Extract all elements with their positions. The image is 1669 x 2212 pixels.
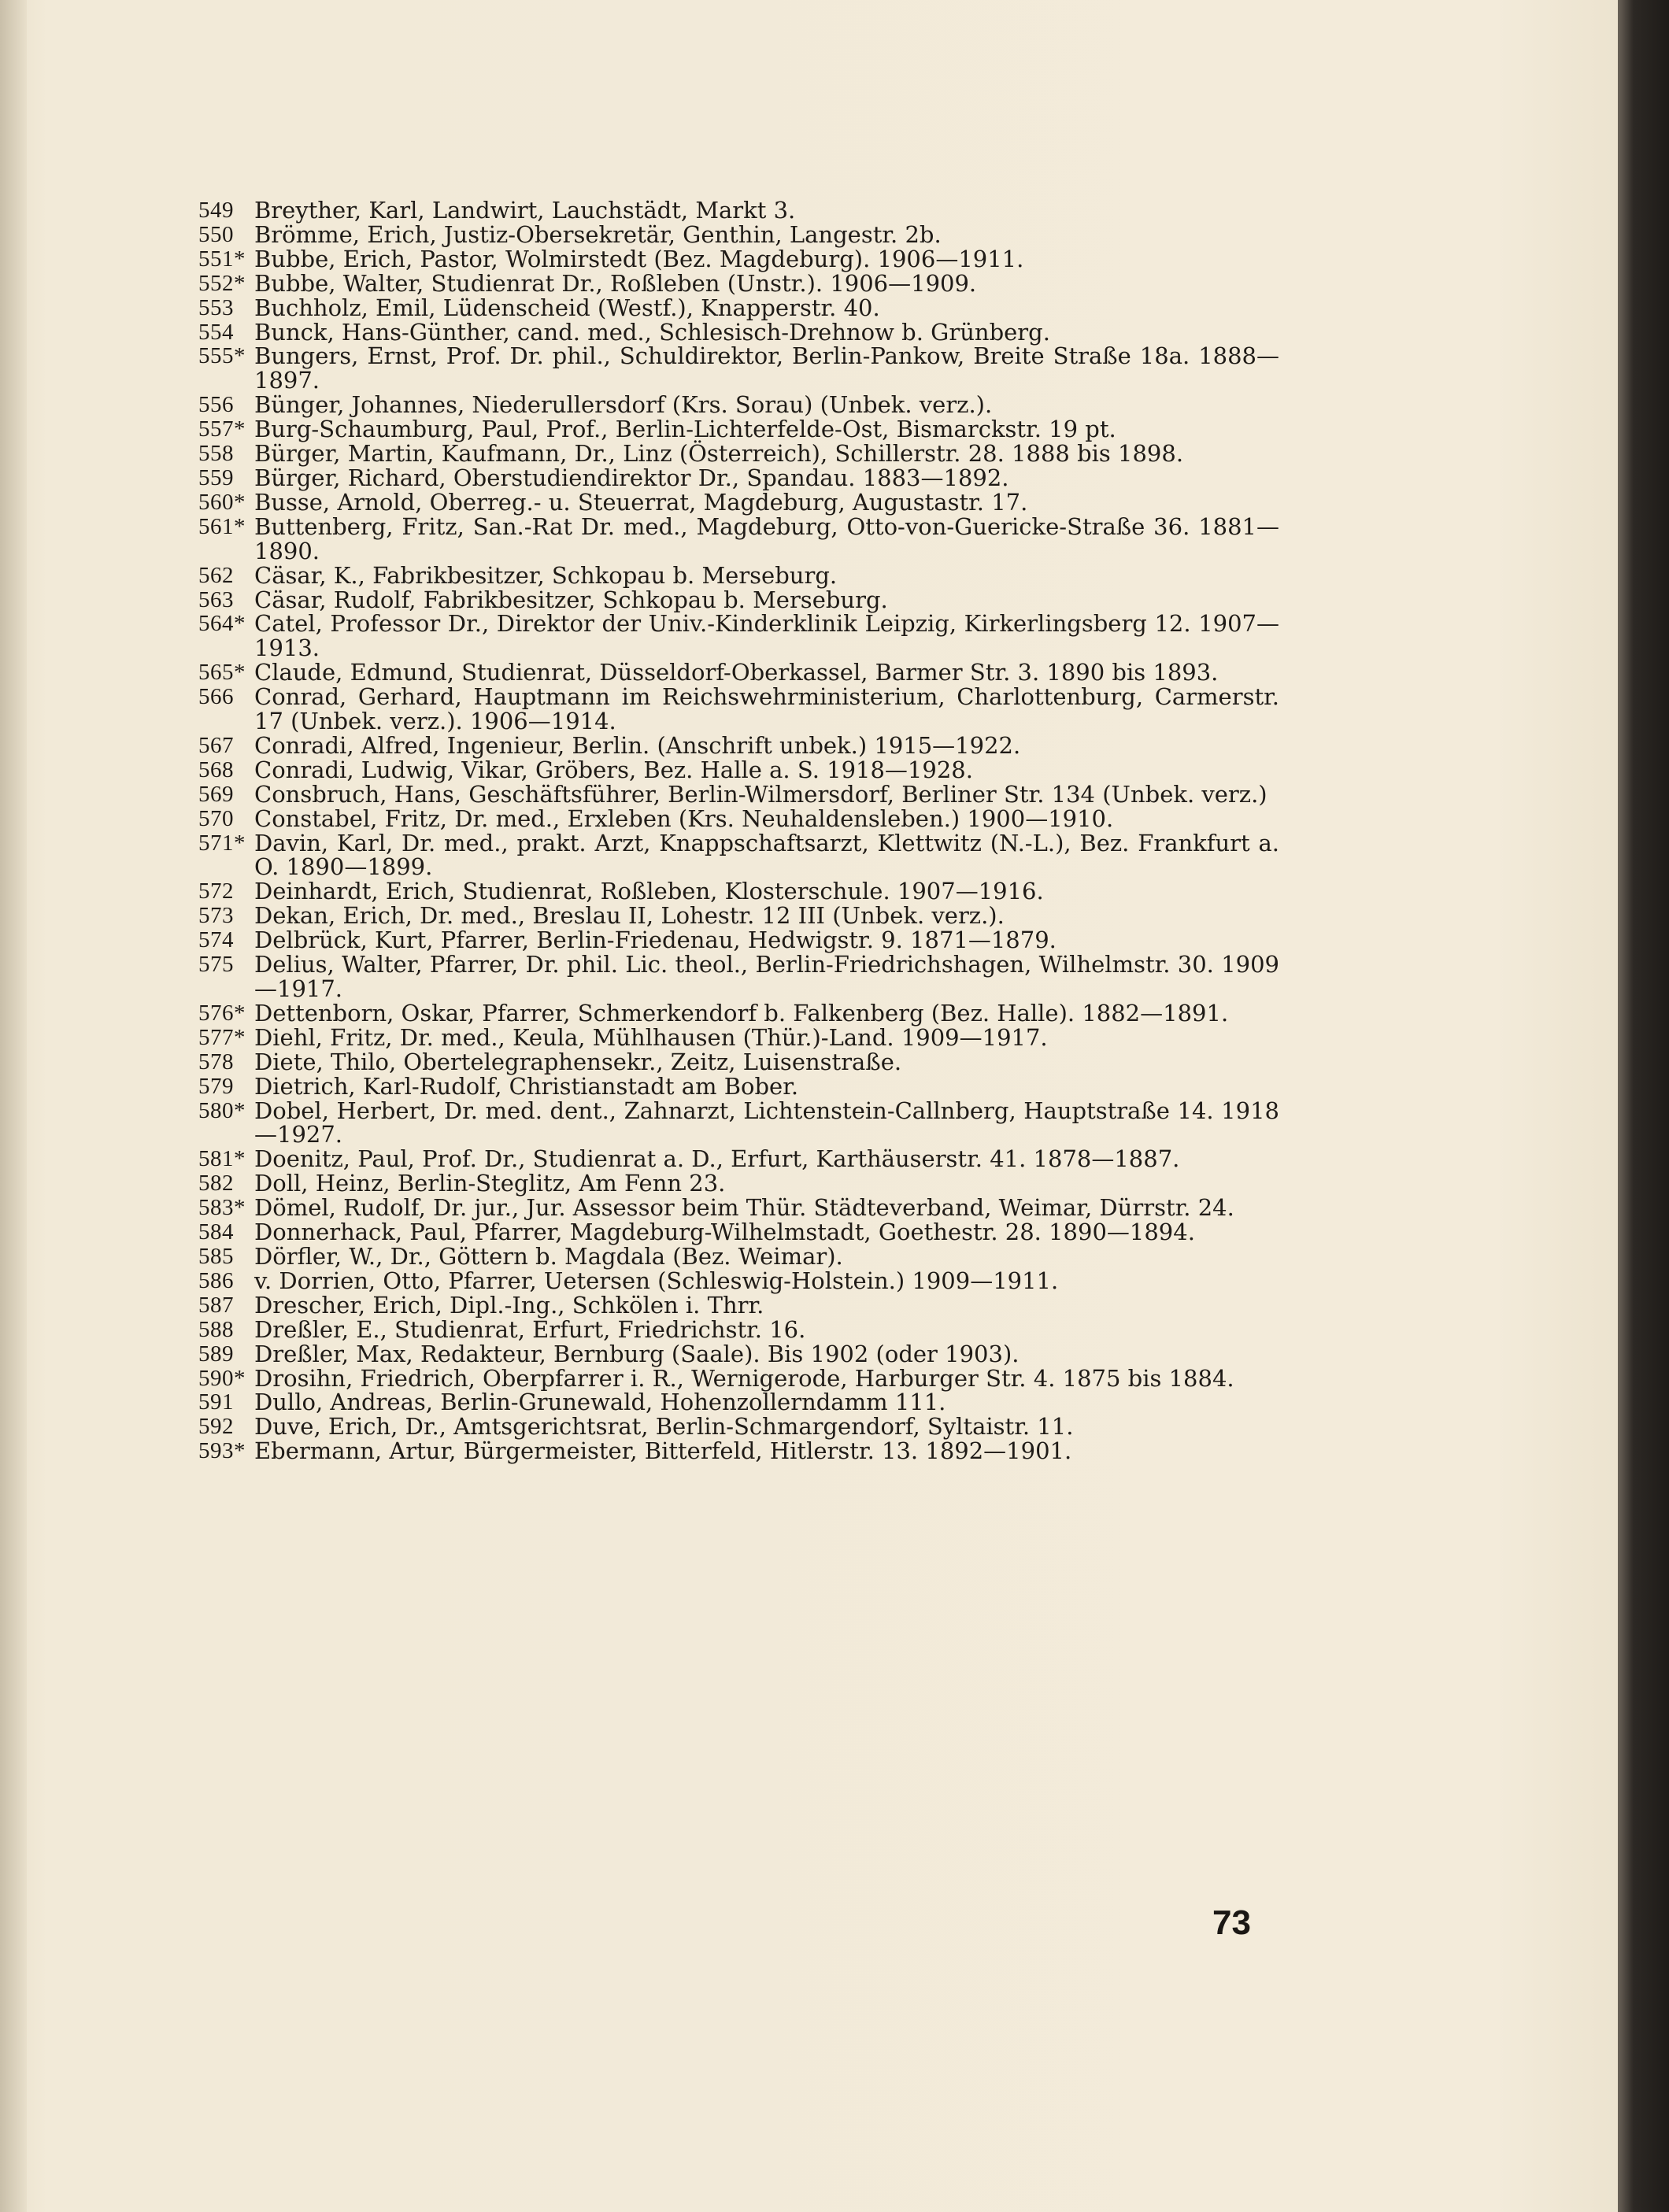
entry-number: 587 [198,1292,234,1318]
list-item [198,1291,1279,1319]
entry-number: 556 [198,392,234,418]
page-number: 73 [1212,1903,1251,1942]
entry-text: Busse, Arnold, Oberreg.- u. Steuerrat, Magdeburg, Augustastr. 17. [254,488,1028,516]
list-item [198,610,1279,662]
entry-text: Drescher, Erich, Dipl.-Ing., Schkölen i. Thrr. [254,1291,764,1319]
entry-text: Breyther, Karl, Landwirt, Lauchstädt, Markt 3. [254,197,796,224]
entry-text: Bünger, Johannes, Niederullersdorf (Krs. Sorau) (Unbek. verz.). [254,391,993,419]
entry-text: Dettenborn, Oskar, Pfarrer, Schmerkendorf b. Falkenberg (Bez. Halle). 1882—1891. [254,999,1229,1026]
entry-number: 552* [198,270,246,296]
entry-text: Brömme, Erich, Justiz-Obersekretär, Genthin, Langestr. 2b. [254,220,942,248]
entry-text: Donnerhack, Paul, Pfarrer, Magdeburg-Wilhelmstadt, Goethestr. 28. 1890—1894. [254,1219,1195,1246]
entry-text: Dekan, Erich, Dr. med., Breslau II, Lohestr. 12 III (Unbek. verz.). [254,902,1005,930]
list-item [198,561,1279,589]
entry-number: 581* [198,1146,246,1172]
list-item [198,1145,1279,1173]
list-item [198,440,1279,468]
entry-number: 576* [198,1000,246,1026]
list-item [198,1340,1279,1367]
entry-number: 592 [198,1414,234,1440]
entry-text: Diehl, Fritz, Dr. med., Keula, Mühlhausen (Thür.)-Land. 1909—1917. [254,1023,1048,1051]
entry-text: Bürger, Richard, Oberstudiendirektor Dr., Spandau. 1883—1892. [254,464,1009,491]
entry-number: 566 [198,684,234,710]
list-item [198,951,1279,1002]
entry-text: Doenitz, Paul, Prof. Dr., Studienrat a. D., Erfurt, Karthäuserstr. 41. 1878—1887. [254,1145,1180,1173]
list-item [198,878,1279,905]
page-edge-shadow [1618,0,1669,2212]
entry-number: 558 [198,441,234,467]
entry-number: 557* [198,416,246,442]
entry-number: 573 [198,903,234,929]
entry-text: Dörfler, W., Dr., Göttern b. Magdala (Bez. Weimar). [254,1242,843,1270]
list-item [198,269,1279,297]
list-item [198,1023,1279,1051]
entry-number: 568 [198,756,234,782]
entry-number: 553 [198,294,234,320]
entry-text: Dömel, Rudolf, Dr. jur., Jur. Assessor beim Thür. Städteverband, Weimar, Dürrstr. 24. [254,1194,1234,1222]
entry-number: 577* [198,1024,246,1050]
entry-number: 590* [198,1365,246,1391]
entry-text: Buttenberg, Fritz, San.-Rat Dr. med., Magdeburg, Otto-von-Guericke-Straße 36. 1881—1890. [254,512,1279,564]
entry-text: Delbrück, Kurt, Pfarrer, Berlin-Friedenau, Hedwigstr. 9. 1871—1879. [254,927,1057,954]
entry-number: 589 [198,1341,234,1367]
list-item [198,1072,1279,1100]
entry-text: Bungers, Ernst, Prof. Dr. phil., Schuldirektor, Berlin-Pankow, Breite Straße 18a. 1888—1897. [254,342,1279,394]
entry-number: 578 [198,1049,234,1075]
entry-number: 569 [198,781,234,807]
entry-text: Catel, Professor Dr., Direktor der Univ.-Kinderklinik Leipzig, Kirkerlingsberg 12. 1907—1913. [254,610,1279,662]
list-item [198,245,1279,272]
entry-text: Bunck, Hans-Günther, cand. med., Schlesisch-Drehnow b. Grünberg. [254,318,1050,346]
list-item [198,1413,1279,1441]
list-item [198,756,1279,783]
entry-number: 567 [198,732,234,758]
list-item [198,197,1279,224]
entry-number: 555* [198,343,246,369]
entry-number: 588 [198,1316,234,1342]
entry-number: 564* [198,611,246,637]
entry-text: Constabel, Fritz, Dr. med., Erxleben (Krs. Neuhaldensleben.) 1900—1910. [254,805,1114,832]
entry-number: 562 [198,562,234,588]
entry-text: Delius, Walter, Pfarrer, Dr. phil. Lic. theol., Berlin-Friedrichshagen, Wilhelmstr. 30. 1909—1917. [254,951,1279,1002]
entry-text: Doll, Heinz, Berlin-Steglitz, Am Fenn 23. [254,1170,726,1197]
entry-number: 563 [198,586,234,612]
list-item [198,1097,1279,1149]
list-item [198,391,1279,419]
entry-number: 551* [198,246,246,272]
entry-text: Claude, Edmund, Studienrat, Düsseldorf-Oberkassel, Barmer Str. 3. 1890 bis 1893. [254,659,1219,686]
entry-text: Cäsar, K., Fabrikbesitzer, Schkopau b. Merseburg. [254,561,838,589]
entry-number: 593* [198,1438,246,1464]
entry-text: Buchholz, Emil, Lüdenscheid (Westf.), Knapperstr. 40. [254,294,880,321]
entry-text: v. Dorrien, Otto, Pfarrer, Uetersen (Schleswig-Holstein.) 1909—1911. [254,1267,1059,1294]
entry-number: 582 [198,1171,234,1197]
list-item [198,512,1279,564]
entry-number: 586 [198,1267,234,1293]
entry-number: 583* [198,1195,246,1221]
list-item [198,1194,1279,1222]
list-item [198,1364,1279,1392]
entry-text: Conradi, Alfred, Ingenieur, Berlin. (Anschrift unbek.) 1915—1922. [254,731,1021,759]
entry-text: Davin, Karl, Dr. med., prakt. Arzt, Knappschaftsarzt, Klettwitz (N.-L.), Bez. Frankfurt a. O. 1890—1899. [254,829,1279,881]
entry-text: Dreßler, E., Studienrat, Erfurt, Friedrichstr. 16. [254,1315,806,1343]
entry-text: Bubbe, Walter, Studienrat Dr., Roßleben (Unstr.). 1906—1909. [254,269,977,297]
list-item [198,1219,1279,1246]
entry-number: 559 [198,464,234,490]
entry-text: Diete, Thilo, Obertelegraphensekr., Zeitz, Luisenstraße. [254,1048,902,1075]
entry-text: Ebermann, Artur, Bürgermeister, Bitterfeld, Hitlerstr. 13. 1892—1901. [254,1437,1072,1465]
list-item [198,1242,1279,1270]
entry-number: 560* [198,489,246,515]
list-item [198,342,1279,394]
entry-text: Bürger, Martin, Kaufmann, Dr., Linz (Österreich), Schillerstr. 28. 1888 bis 1898. [254,440,1184,468]
entry-number: 591 [198,1389,234,1415]
entry-text: Drosihn, Friedrich, Oberpfarrer i. R., Wernigerode, Harburger Str. 4. 1875 bis 1884. [254,1364,1234,1392]
page-gutter [0,0,27,2212]
list-item [198,780,1279,808]
list-item [198,683,1279,735]
entry-text: Consbruch, Hans, Geschäftsführer, Berlin-Wilmersdorf, Berliner Str. 134 (Unbek. verz.) [254,780,1267,808]
entry-number: 575 [198,952,234,978]
list-item [198,829,1279,881]
list-item [198,318,1279,346]
entry-number: 550 [198,221,234,247]
list-item [198,1048,1279,1075]
entry-text: Duve, Erich, Dr., Amtsgerichtsrat, Berlin-Schmargendorf, Syltaistr. 11. [254,1413,1074,1441]
entry-number: 554 [198,319,234,345]
entry-text: Conradi, Ludwig, Vikar, Gröbers, Bez. Halle a. S. 1918—1928. [254,756,973,783]
list-item [198,488,1279,516]
entry-number: 565* [198,660,246,686]
entry-text: Bubbe, Erich, Pastor, Wolmirstedt (Bez. Magdeburg). 1906—1911. [254,245,1024,272]
entry-number: 584 [198,1219,234,1245]
list-item [198,902,1279,930]
list-item [198,1389,1279,1416]
entry-text: Dietrich, Karl-Rudolf, Christianstadt am Bober. [254,1072,799,1100]
list-item [198,805,1279,832]
entry-number: 572 [198,879,234,904]
list-item [198,220,1279,248]
member-list [198,197,1279,1465]
entry-text: Cäsar, Rudolf, Fabrikbesitzer, Schkopau b. Merseburg. [254,586,888,613]
entry-number: 570 [198,805,234,831]
list-item [198,1437,1279,1465]
list-item [198,999,1279,1026]
entry-number: 549 [198,198,234,223]
entry-number: 585 [198,1243,234,1269]
list-item [198,1170,1279,1197]
entry-number: 571* [198,830,246,856]
list-item [198,731,1279,759]
entry-number: 574 [198,927,234,953]
entry-text: Dreßler, Max, Redakteur, Bernburg (Saale). Bis 1902 (oder 1903). [254,1340,1020,1367]
entry-text: Dobel, Herbert, Dr. med. dent., Zahnarzt, Lichtenstein-Callnberg, Hauptstraße 14. 1918—1927. [254,1097,1279,1149]
entry-number: 561* [198,513,246,539]
list-item [198,659,1279,686]
list-item [198,586,1279,613]
entry-text: Burg-Schaumburg, Paul, Prof., Berlin-Lichterfelde-Ost, Bismarckstr. 19 pt. [254,416,1116,443]
list-item [198,1315,1279,1343]
list-item [198,294,1279,321]
entry-number: 580* [198,1097,246,1123]
entry-text: Deinhardt, Erich, Studienrat, Roßleben, Klosterschule. 1907—1916. [254,878,1044,905]
list-item [198,464,1279,491]
entry-number: 579 [198,1073,234,1099]
entry-text: Conrad, Gerhard, Hauptmann im Reichswehrministerium, Charlottenburg, Carmerstr. 17 (Unbek. verz.). 1906—1914. [254,683,1279,735]
list-item [198,1267,1279,1294]
list-item [198,416,1279,443]
entry-text: Dullo, Andreas, Berlin-Grunewald, Hohenzollerndamm 111. [254,1389,946,1416]
list-item [198,927,1279,954]
